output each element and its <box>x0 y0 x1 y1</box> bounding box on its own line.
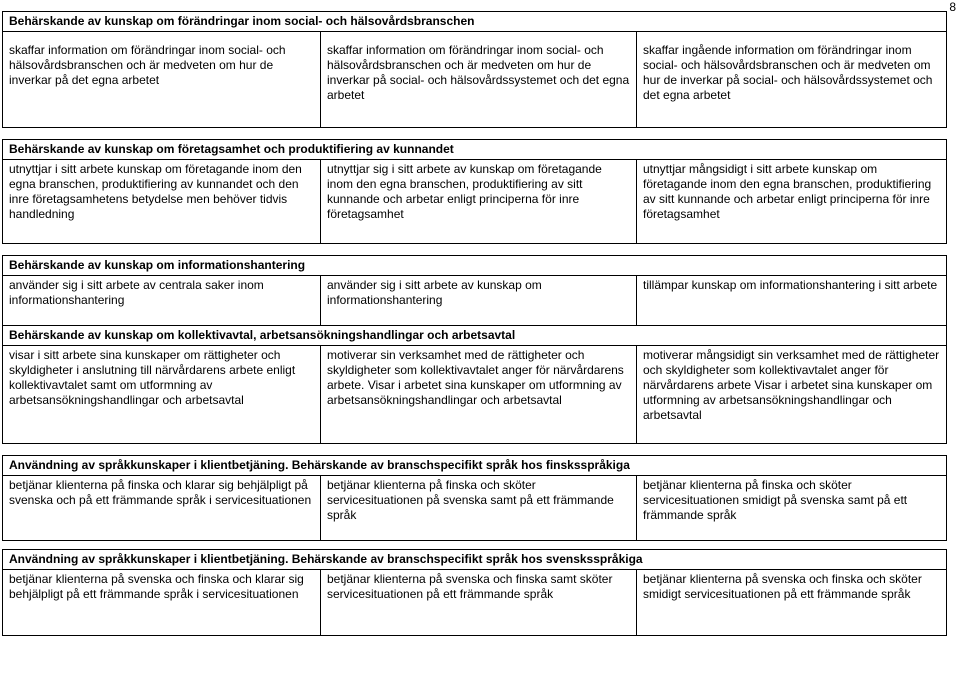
criteria-cell-level-1: skaffar information om förändringar inom social- och hälsovårdsbranschen och är medveten om hur de inverkar på det egna arbetet <box>3 32 321 128</box>
section-header: Användning av språkkunskaper i klientbetjäning. Behärskande av branschspecifikt språk hos finsksspråkiga <box>3 456 947 476</box>
section-header: Behärskande av kunskap om företagsamhet och produktifiering av kunnandet <box>3 140 947 160</box>
criteria-row <box>3 476 947 541</box>
criteria-cell-level-3: utnyttjar mångsidigt i sitt arbete kunskap om företagande inom den egna branschen, produktifiering av sitt kunnande och arbetar enligt principerna för inre företagsamhet <box>637 160 947 244</box>
criteria-cell-level-2: utnyttjar sig i sitt arbete av kunskap om företagande inom den egna branschen, produktifiering av sitt kunnande och arbetar enligt principerna för inre företagsamhet <box>321 160 637 244</box>
assessment-criteria-table <box>2 11 947 636</box>
criteria-cell-level-3: skaffar ingående information om förändringar inom social- och hälsovårdsbranschen och är medveten om hur de inverkar på social- och hälsovårdssystemet och det egna arbetet <box>637 32 947 128</box>
criteria-cell-level-1: betjänar klienterna på svenska och finska och klarar sig behjälpligt på ett främmande språk i servicesituationen <box>3 570 321 636</box>
criteria-cell-level-2: motiverar sin verksamhet med de rättigheter och skyldigheter som kollektivavtalet anger för närvårdarens arbete. Visar i arbetet sina kunskaper om utformning av arbetsansökningshandlingar och arbetsavtal <box>321 346 637 444</box>
criteria-row <box>3 160 947 244</box>
criteria-cell-level-1: använder sig i sitt arbete av centrala saker inom informationshantering <box>3 276 321 326</box>
criteria-cell-level-3: betjänar klienterna på finska och sköter servicesituationen smidigt på svenska samt på ett främmande språk <box>637 476 947 541</box>
section-header-row <box>3 140 947 160</box>
criteria-row <box>3 32 947 128</box>
section-header-row <box>3 550 947 570</box>
section-header: Behärskande av kunskap om kollektivavtal, arbetsansökningshandlingar och arbetsavtal <box>3 326 947 346</box>
criteria-row <box>3 346 947 444</box>
criteria-cell-level-3: motiverar mångsidigt sin verksamhet med de rättigheter och skyldigheter som kollektivavtalet anger för närvårdarens arbete Visar i arbetet sina kunskaper om utformning av arbetsansökningshandlingar och arbetsavtal <box>637 346 947 444</box>
criteria-cell-level-1: utnyttjar i sitt arbete kunskap om företagande inom den egna branschen, produktifiering av kunnandet och den inre företagsamhetens betydelse men behöver tidvis handledning <box>3 160 321 244</box>
criteria-cell-level-1: visar i sitt arbete sina kunskaper om rättigheter och skyldigheter i anslutning till närvårdarens arbete enligt kollektivavtalet samt om utformning av arbetsansökningshandlingar och arbetsavtal <box>3 346 321 444</box>
criteria-cell-level-1: betjänar klienterna på finska och klarar sig behjälpligt på svenska och på ett främmande språk i servicesituationen <box>3 476 321 541</box>
criteria-cell-level-2: skaffar information om förändringar inom social- och hälsovårdsbranschen och är medveten om hur de inverkar på social- och hälsovårdssystemet och det egna arbetet <box>321 32 637 128</box>
section-header-row <box>3 456 947 476</box>
section-header: Behärskande av kunskap om informationshantering <box>3 256 947 276</box>
section-header-row <box>3 256 947 276</box>
section-header-row <box>3 12 947 32</box>
criteria-cell-level-2: använder sig i sitt arbete av kunskap om informationshantering <box>321 276 637 326</box>
criteria-cell-level-3: betjänar klienterna på svenska och finska och sköter smidigt servicesituationen på ett främmande språk <box>637 570 947 636</box>
criteria-cell-level-2: betjänar klienterna på svenska och finska samt sköter servicesituationen på ett främmande språk <box>321 570 637 636</box>
page-number: 8 <box>949 0 956 14</box>
section-header: Användning av språkkunskaper i klientbetjäning. Behärskande av branschspecifikt språk hos svensksspråkiga <box>3 550 947 570</box>
section-header: Behärskande av kunskap om förändringar inom social- och hälsovårdsbranschen <box>3 12 947 32</box>
criteria-row <box>3 276 947 326</box>
criteria-cell-level-3: tillämpar kunskap om informationshantering i sitt arbete <box>637 276 947 326</box>
criteria-cell-level-2: betjänar klienterna på finska och sköter servicesituationen på svenska samt på ett främmande språk <box>321 476 637 541</box>
criteria-row <box>3 570 947 636</box>
section-header-row <box>3 326 947 346</box>
